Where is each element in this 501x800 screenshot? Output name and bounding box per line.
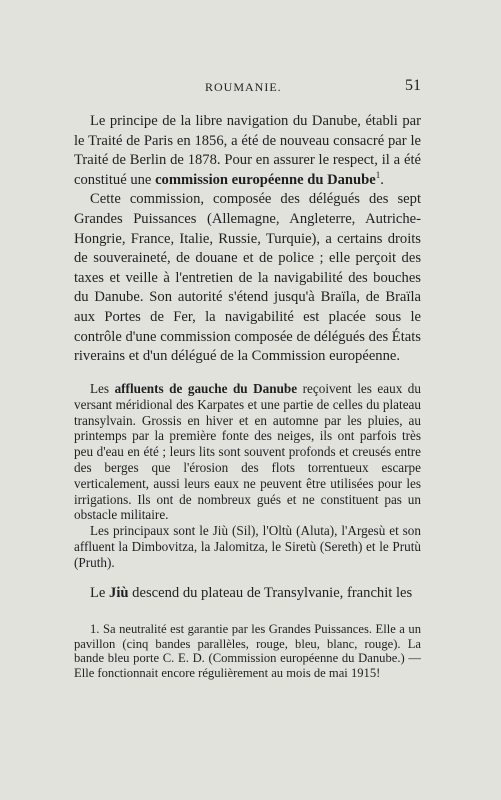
paragraph-text-end: . xyxy=(380,171,384,188)
paragraph-text-end: reçoivent les eaux du versant méridional des Karpates et une partie de celles du plateau transylvain. Grossis en hiver et en automne par les pluies, au printemps par la première fonte des neiges, ils ont parfois très peu d'eau en été ; leurs lits sont souvent profonds et creusés entre des berges que l'érosion des flots torrentueux escarpe verticalement, aussi leurs eaux ne peuvent être utilisées pour les irrigations. Ils ont de nombreux gués et ne constituent pas un obstacle militaire. xyxy=(74,381,421,523)
bold-term-jiu: Jiù xyxy=(109,585,129,601)
paragraph-commission: Cette commission, composée des délégués des sept Grandes Puissances (Allemagne, Angleterre, Autriche-Hongrie, France, Italie, Russie, Turquie), a certains droits de souveraineté, de douane et de police ; elle perçoit des taxes et veille à l'entretien de la navigabilité des bouches du Danube. Son autorité s'étend jusqu'à Braïla, de Braïla aux Portes de Fer, la navigabilité est placée sous le contrôle d'une commission composée de délégués des États riverains et d'un délégué de la Commission européenne. xyxy=(74,191,421,365)
navigation-section xyxy=(74,112,421,367)
paragraph-danube-navigation xyxy=(74,112,421,190)
footnote-text: 1. Sa neutralité est garantie par les Grandes Puissances. Elle a un pavillon (cinq bandes parallèles, rouge, bleu, blanc, rouge). La bande bleu porte C. E. D. (Commission européenne du Danube.) — Elle fonctionnait encore régulièrement au mois de mai 1915! xyxy=(74,622,421,680)
bold-term-commission: commission européenne du Danube xyxy=(155,171,376,188)
jiu-section xyxy=(74,584,421,604)
paragraph-main-tributaries: Les principaux sont le Jiù (Sil), l'Oltù (Aluta), l'Argesù et son affluent la Dimbovitza, la Jalomitza, le Siretù (Sereth) et le Prutù (Pruth). xyxy=(74,523,421,570)
tributaries-section xyxy=(74,381,421,571)
page-header xyxy=(0,77,501,100)
paragraph-text: Le xyxy=(90,585,110,601)
running-head: ROUMANIE. xyxy=(205,80,282,94)
paragraph-text-end: descend du plateau de Transylvanie, franchit les xyxy=(128,585,413,601)
paragraph-text: Le principe de la libre navigation du Danube, établi par le Traité de Paris en 1856, a été de nouveau consacré par le Traité de Berlin de 1878. Pour en assurer le respect, il a été constitué une xyxy=(74,113,421,188)
page-number: 51 xyxy=(405,77,421,94)
paragraph-jiu xyxy=(74,584,421,604)
paragraph-left-tributaries xyxy=(74,381,421,523)
bold-term-affluents: affluents de gauche du Danube xyxy=(114,381,298,396)
footnote xyxy=(74,622,421,680)
footnote-ref: 1 xyxy=(375,169,381,180)
paragraph-text: Les xyxy=(90,381,115,396)
